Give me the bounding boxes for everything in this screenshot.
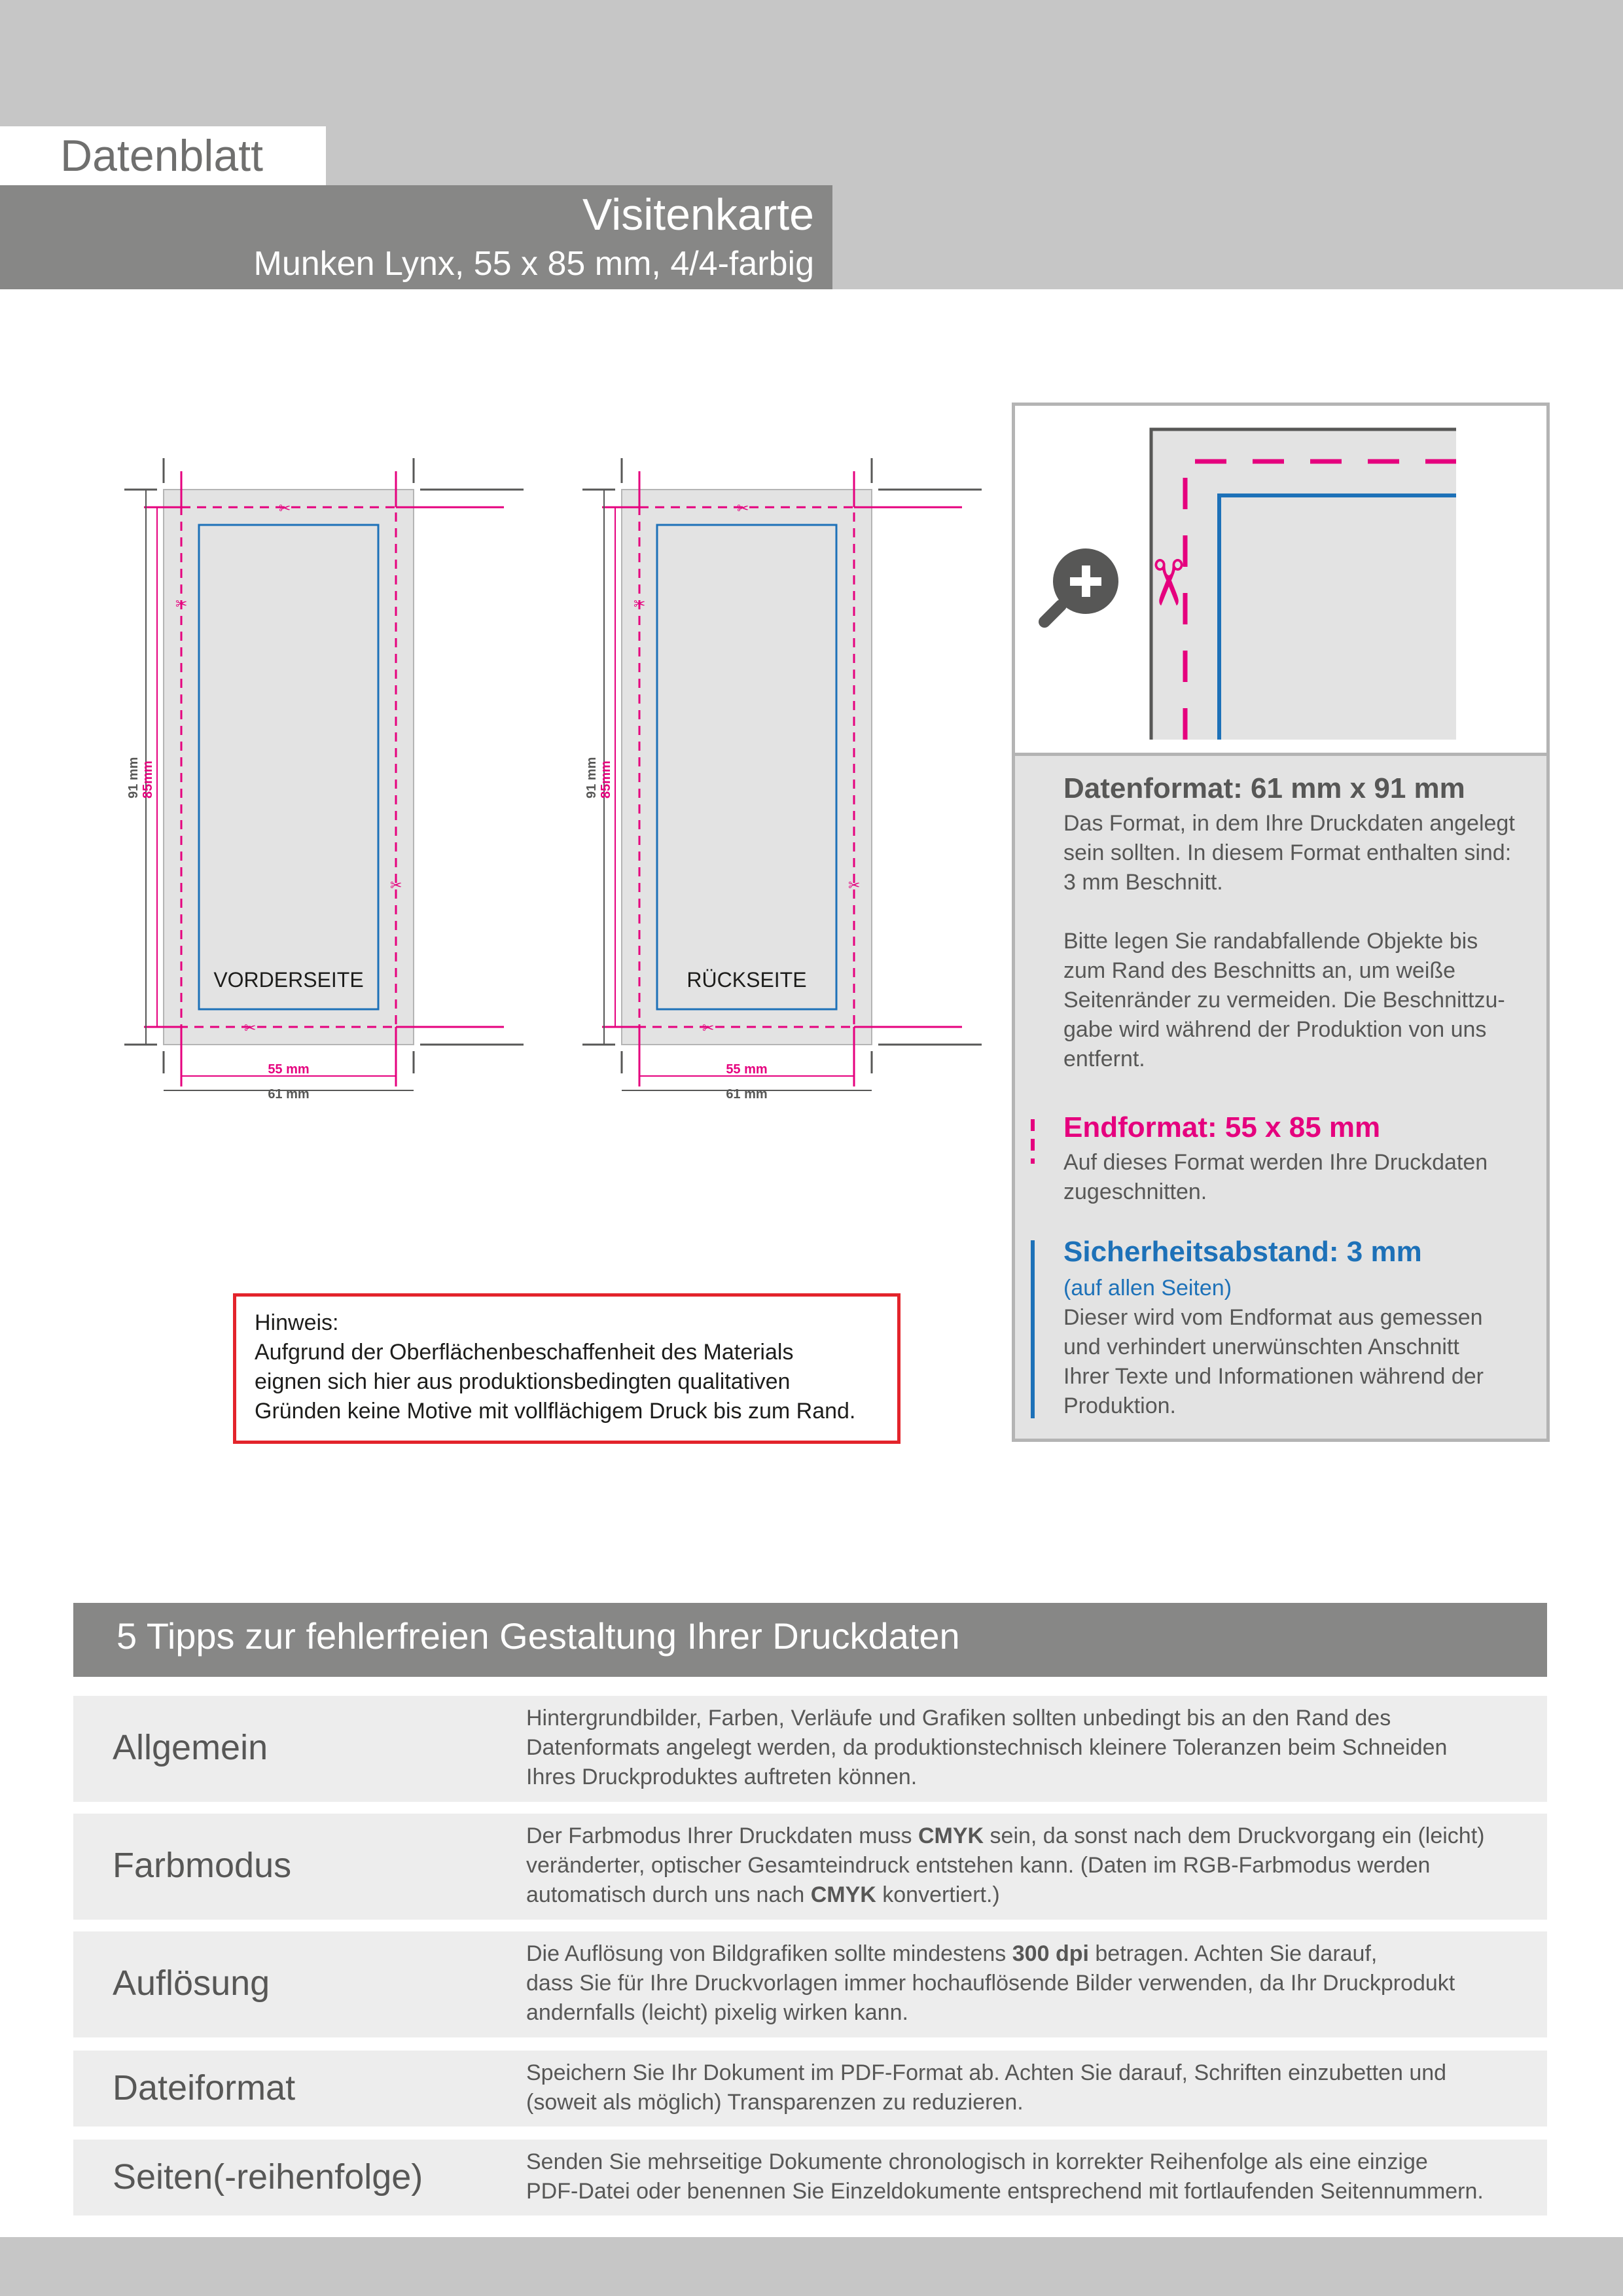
tip-title: Auflösung (113, 1964, 270, 2003)
tip-title: Allgemein (113, 1728, 268, 1767)
datenformat-heading: Datenformat: 61 mm x 91 mm (1063, 772, 1465, 804)
tip-text: Hintergrundbilder, Farben, Verläufe und Grafiken sollten unbedingt bis an den Rand des Datenformats angelegt werden, da produktionstechnisch kleinere Toleranzen beim Schneiden Ihres Druckproduktes auftreten können. (526, 1706, 1448, 1789)
hint-text: Hinweis: Aufgrund der Oberflächenbeschaffenheit des Materials eignen sich hier aus produktionsbedingten qualitativen Gründen keine Motive mit vollflächigem Druck bis zum Rand. (255, 1310, 856, 1424)
outer-width-label: 61 mm (268, 1087, 310, 1102)
tip-row-aufloesung (73, 1931, 1547, 2037)
scissor-left-icon: ✂ (633, 596, 646, 612)
tip-text: Die Auflösung von Bildgrafiken sollte mindestens 300 dpi betragen. Achten Sie darauf, dass Sie für Ihre Druckvorlagen immer hochauflösende Bilder verwenden, da Ihr Druckprodukt andernfalls (leicht) pixelig wirken kann. (526, 1941, 1455, 2025)
sicherheit-subheading: (auf allen Seiten) (1063, 1276, 1232, 1300)
outer-height-label: 91 mm (126, 757, 141, 798)
back-side-diagram (582, 458, 1001, 1106)
sicherheit-heading: Sicherheitsabstand: 3 mm (1063, 1236, 1422, 1268)
tip-text: Senden Sie mehrseitige Dokumente chronologisch in korrekter Reihenfolge als eine einzige PDF-Datei oder benennen Sie Einzeldokumente entsprechend mit fortlaufenden Seitennummern. (526, 2149, 1484, 2204)
inner-height-label: 85mm (141, 761, 155, 798)
sicherheit-marker (1031, 1240, 1035, 1418)
magnifier-plus-icon (1044, 548, 1118, 622)
outer-width-label: 61 mm (726, 1087, 768, 1102)
endformat-text: Auf dieses Format werden Ihre Druckdaten zugeschnitten. (1063, 1150, 1488, 1204)
zoom-detail-area (1015, 406, 1546, 756)
tip-row-allgemein (73, 1696, 1547, 1802)
tip-title: Dateiformat (113, 2068, 296, 2108)
scissor-left-icon: ✂ (175, 596, 188, 612)
corner-detail-graphic (1015, 406, 1546, 753)
outer-height-label: 91 mm (584, 757, 599, 798)
tip-text: Der Farbmodus Ihrer Druckdaten muss CMYK sein, da sonst nach dem Druckvorgang ein (leicht) veränderter, optischer Gesamteindruck entstehen kann. (Daten im RGB-Farbmodus werden automatisch durch uns nach CMYK konvertiert.) (526, 1823, 1485, 1907)
inner-width-label: 55 mm (268, 1062, 310, 1077)
scissor-bottom-icon: ✂ (244, 1020, 257, 1036)
format-info-panel (1012, 403, 1550, 1442)
front-side-label: VORDERSEITE (213, 968, 364, 992)
scissor-right-icon: ✂ (848, 877, 861, 893)
inner-width-label: 55 mm (726, 1062, 768, 1077)
sicherheit-text: Dieser wird vom Endformat aus gemessen und verhindert unerwünschten Anschnitt Ihrer Texte und Informationen während der Produktion. (1063, 1305, 1484, 1418)
tip-title: Seiten(-reihenfolge) (113, 2157, 423, 2197)
tips-heading: 5 Tipps zur fehlerfreien Gestaltung Ihrer Druckdaten (116, 1615, 960, 1657)
front-side-diagram (124, 458, 543, 1106)
scissor-bottom-icon: ✂ (702, 1020, 715, 1036)
scissor-top-icon: ✂ (737, 500, 749, 516)
back-side-label: RÜCKSEITE (687, 968, 807, 992)
tip-row-dateiformat (73, 2051, 1547, 2126)
title-box (0, 185, 832, 289)
datasheet-label: Datenblatt (60, 131, 263, 181)
tip-row-farbmodus (73, 1814, 1547, 1920)
scissor-right-icon: ✂ (390, 877, 402, 893)
page-subtitle: Munken Lynx, 55 x 85 mm, 4/4-farbig (253, 245, 814, 283)
datasheet-tab (0, 126, 326, 185)
tip-row-seiten (73, 2140, 1547, 2215)
scissor-top-icon: ✂ (279, 500, 291, 516)
tip-text: Speichern Sie Ihr Dokument im PDF-Format ab. Achten Sie darauf, Schriften einzubetten und (soweit als möglich) Transparenzen zu reduzieren. (526, 2060, 1447, 2115)
inner-height-label: 85mm (599, 761, 613, 798)
tips-header (73, 1603, 1547, 1677)
endformat-marker (1031, 1119, 1035, 1164)
bottom-band (0, 2237, 1623, 2296)
safety-area (199, 525, 378, 1009)
tip-title: Farbmodus (113, 1846, 292, 1885)
endformat-heading: Endformat: 55 x 85 mm (1063, 1111, 1381, 1143)
scissor-icon: ✂ (1132, 556, 1202, 609)
hint-box (233, 1293, 901, 1444)
page-title: Visitenkarte (582, 190, 814, 240)
safety-area (657, 525, 836, 1009)
datenformat-text: Das Format, in dem Ihre Druckdaten angelegt sein sollten. In diesem Format enthalten sind: 3 mm Beschnitt. Bitte legen Sie randabfallende Objekte bis zum Rand des Beschnitts an, um weiße Seitenränder zu vermeiden. Die Beschnittzu- gabe wird während der Produktion von uns entfernt. (1063, 811, 1515, 1071)
